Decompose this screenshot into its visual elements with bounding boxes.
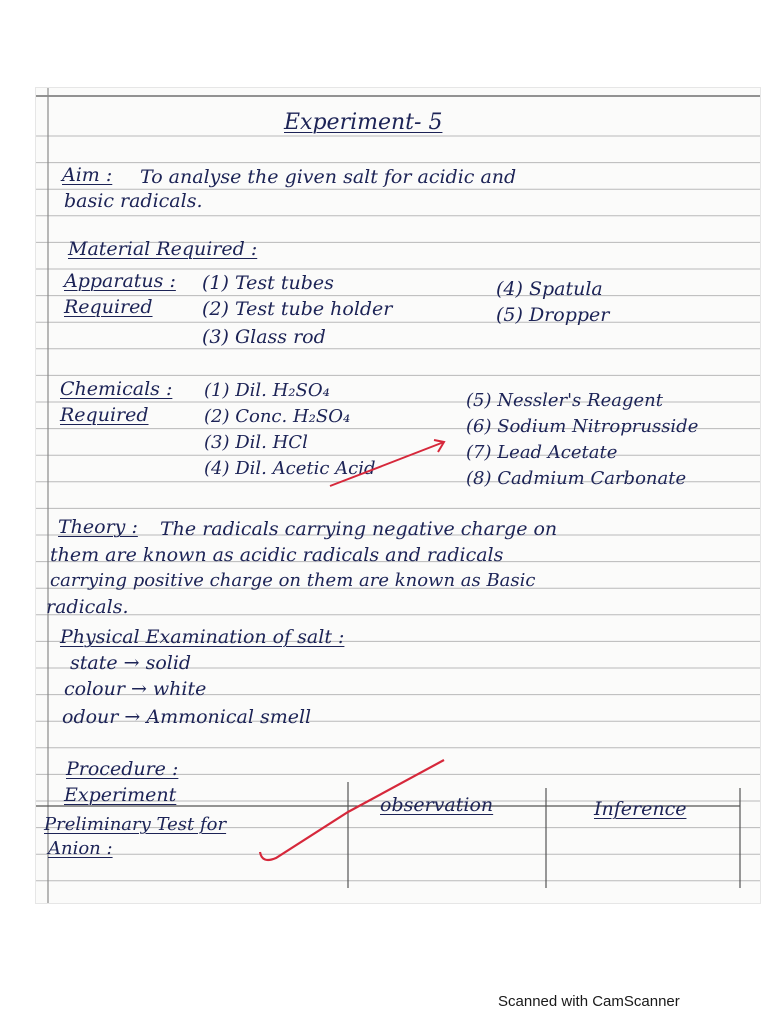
page-title: Experiment- 5 xyxy=(284,110,443,135)
apparatus-item: (4) Spatula xyxy=(496,278,603,300)
apparatus-item: (2) Test tube holder xyxy=(202,298,393,320)
apparatus-item: (3) Glass rod xyxy=(202,326,326,348)
chemical-item: (5) Nessler's Reagent xyxy=(466,390,663,411)
physical-row: colour → white xyxy=(64,678,207,700)
material-heading: Material Required : xyxy=(68,238,258,260)
apparatus-item: (5) Dropper xyxy=(496,304,610,326)
physical-row: state → solid xyxy=(70,652,192,674)
theory-line-3: carrying positive charge on them are known as Basic xyxy=(50,570,536,591)
chemicals-label: Chemicals : xyxy=(60,378,173,400)
aim-line-1: To analyse the given salt for acidic and xyxy=(140,166,517,188)
chemical-item: (3) Dil. HCl xyxy=(204,432,308,453)
table-header-inference: Inference xyxy=(594,798,687,820)
apparatus-label-2: Required xyxy=(64,296,153,318)
notebook-page xyxy=(36,88,760,903)
apparatus-item: (1) Test tubes xyxy=(202,272,334,294)
chemical-item: (4) Dil. Acetic Acid xyxy=(204,458,376,479)
theory-line-4: radicals. xyxy=(46,596,129,618)
chemical-item: (2) Conc. H₂SO₄ xyxy=(204,406,351,427)
chemical-item: (1) Dil. H₂SO₄ xyxy=(204,380,330,401)
table-cell-anion: Anion : xyxy=(48,838,113,859)
physical-row: odour → Ammonical smell xyxy=(62,706,312,728)
table-header-experiment: Experiment xyxy=(64,784,177,806)
apparatus-label: Apparatus : xyxy=(64,270,176,292)
scanner-watermark: Scanned with CamScanner xyxy=(498,993,680,1010)
chemical-item: (7) Lead Acetate xyxy=(466,442,618,463)
chemical-item: (8) Cadmium Carbonate xyxy=(466,468,687,489)
physical-heading: Physical Examination of salt : xyxy=(60,626,345,648)
procedure-heading: Procedure : xyxy=(66,758,179,780)
aim-label: Aim : xyxy=(62,164,113,186)
theory-line-2: them are known as acidic radicals and radicals xyxy=(50,544,504,566)
table-cell-preliminary: Preliminary Test for xyxy=(44,814,227,835)
table-header-observation: observation xyxy=(380,794,494,816)
chemical-item: (6) Sodium Nitroprusside xyxy=(466,416,699,437)
chemicals-label-2: Required xyxy=(60,404,149,426)
aim-line-2: basic radicals. xyxy=(64,190,203,212)
theory-label: Theory : xyxy=(58,516,138,538)
theory-line-1: The radicals carrying negative charge on xyxy=(160,518,558,540)
